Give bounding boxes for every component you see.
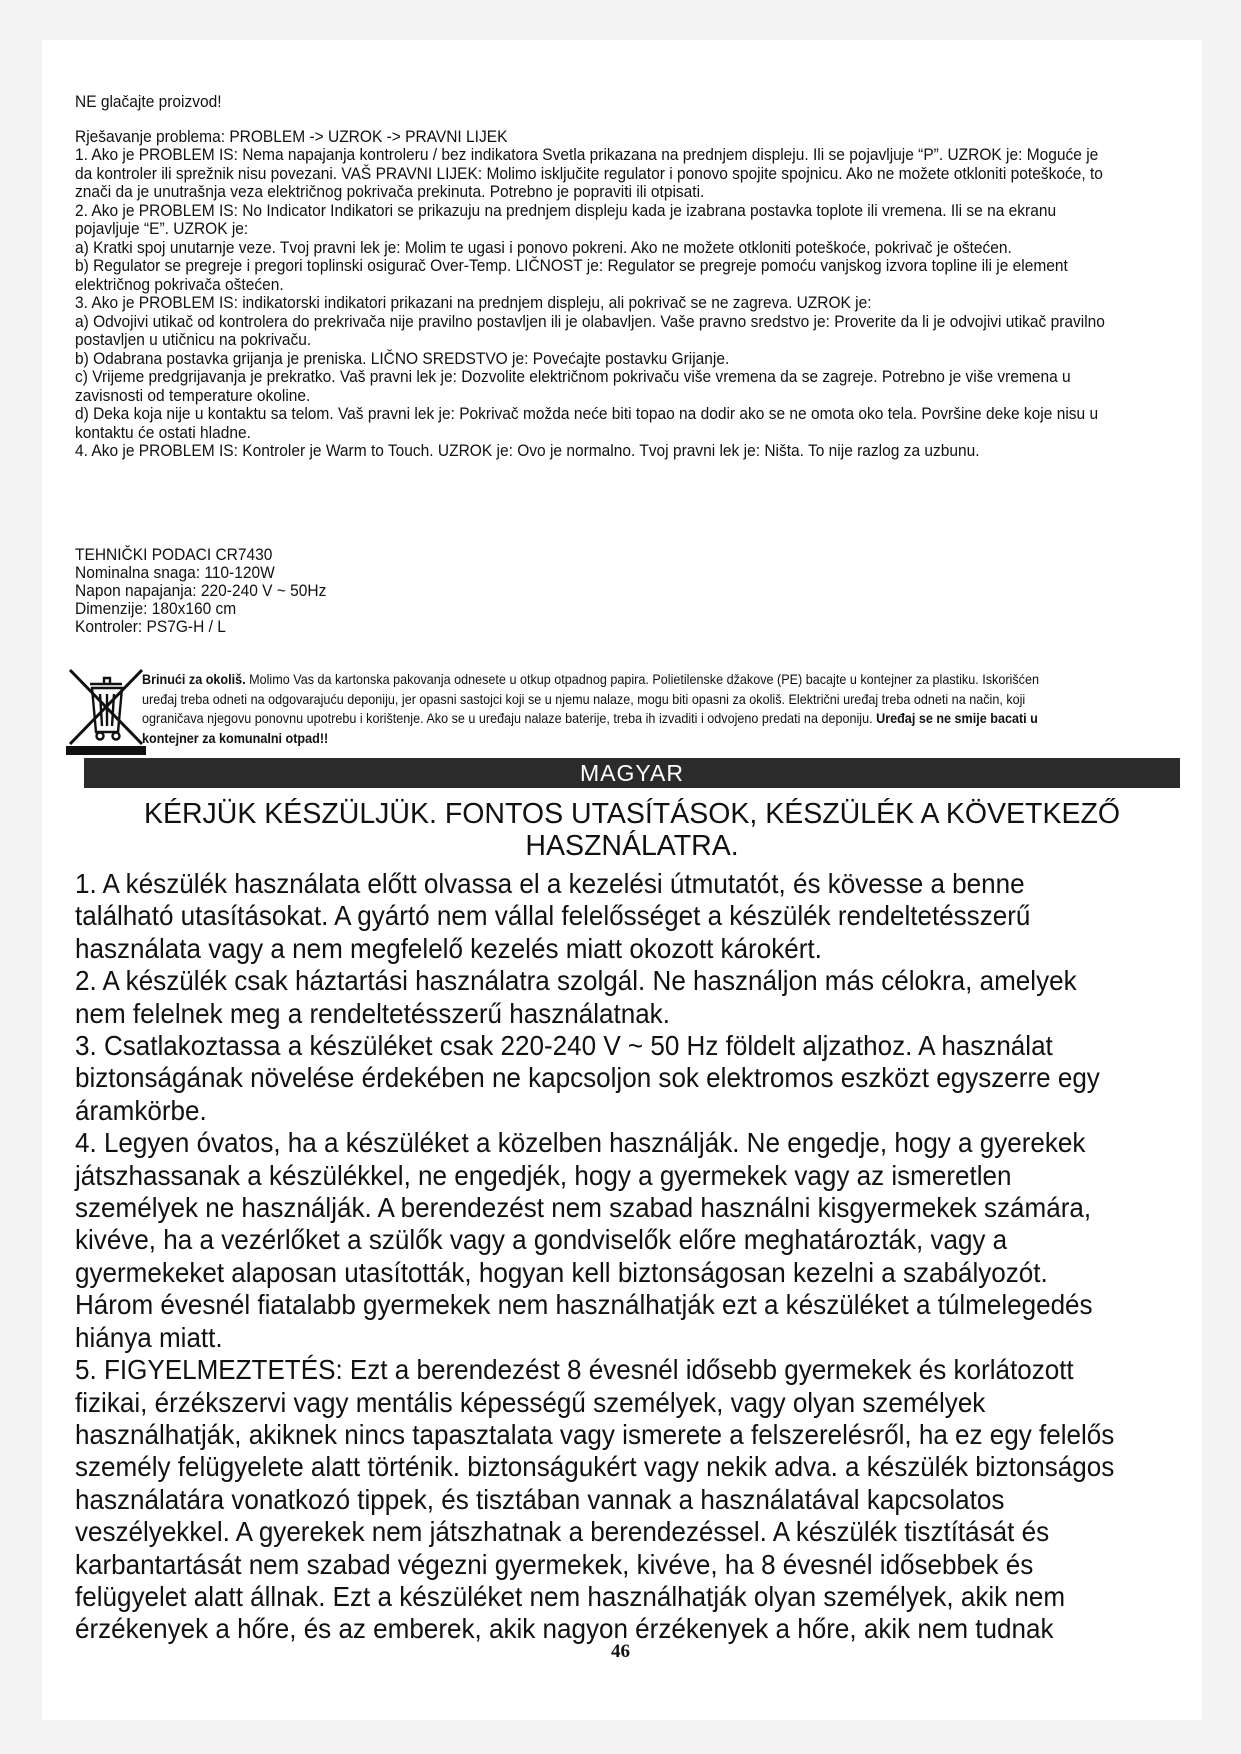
- spec-voltage: Napon napajanja: 220-240 V ~ 50Hz: [75, 582, 327, 600]
- instruction-item: 2. A készülék csak háztartási használatra szolgál. Ne használjon más célokra, amelyek nem felelnek meg a rendeltetésszerű használatnak.: [75, 965, 1077, 1029]
- spec-dimensions: Dimenzije: 180x160 cm: [75, 600, 237, 618]
- env-heading: Brinući za okoliš.: [142, 671, 246, 687]
- language-section-bar: MAGYAR: [84, 758, 1180, 788]
- hu-title: KÉRJÜK KÉSZÜLJÜK. FONTOS UTASÍTÁSOK, KÉSZÜLÉK A KÖVETKEZŐ HASZNÁLATRA.: [143, 798, 1121, 862]
- spec-power: Nominalna snaga: 110-120W: [75, 564, 275, 582]
- troubleshooting-item: a) Kratki spoj unutarnje veze. Tvoj pravni lek je: Molim te ugasi i ponovo pokreni. Ako ne možete otkloniti poteškoće, pokrivač je oštećen.: [75, 238, 1012, 257]
- instruction-item: 3. Csatlakoztassa a készüléket csak 220-240 V ~ 50 Hz földelt aljzathoz. A használat biztonságának növelése érdekében ne kapcsoljon sok elektromos eszközt egyszerre egy áramkörbe.: [75, 1030, 1100, 1126]
- hu-instructions: [75, 868, 1126, 1646]
- troubleshooting-item: d) Deka koja nije u kontaktu sa telom. Vaš pravni lek je: Pokrivač možda neće biti topao na dodir ako se ne omota oko tela. Površine deke koje nisu u kontaktu će ostati hladne.: [75, 405, 1099, 442]
- instruction-item: 5. FIGYELMEZTETÉS: Ezt a berendezést 8 évesnél idősebb gyermekek és korlátozott fizikai, érzékszervi vagy mentális képességű személyek, vagy olyan személyek használhatják, akiknek nincs tapasztalata vagy ismerete a felszerelésről, ha ez egy felelős személy felügyelete alatt történik. biztonságukért vagy nekik adva. a készülék biztonságos használatára vonatkozó tippek, és tisztában vannak a használatával kapcsolatos veszélyekkel. A gyerekek nem játszhatnak a berendezéssel. A készülék tisztítását és karbantartását nem szabad végezni gyermekek, kivéve, ha 8 évesnél idősebbek és felügyelet alatt állnak. Ezt a készüléket nem használhatják olyan személyek, akik nem érzékenyek a hőre, és az emberek, akik nagyon érzékenyek a hőre, akik nem tudnak: [75, 1354, 1115, 1645]
- env-text: Molimo Vas da kartonska pakovanja odnesete u otkup otpadnog papira. Polietilenske džakove (PE) bacajte u kontejner za plastiku. Iskorišćen uređaj treba odneti na odgovarajuću deponiju, jer opasni sastojci koji se u njemu nalaze, mogu biti opasni za okoliš. Električni uređaj treba odneti na način, koji ograničava njegovu ponovnu upotrebu i korištenje. Ako se u uređaju nalaze baterije, treba ih izvaditi i odvojeno predati na deponiju.: [142, 671, 1039, 726]
- troubleshooting-item: 1. Ako je PROBLEM IS: Nema napajanja kontroleru / bez indikatora Svetla prikazana na prednjem displeju. Ili se pojavljuje “P”. UZROK je: Moguće je da kontroler ili sprežnik nisu povezani. VAŠ PRAVNI LIJEK: Molimo isključite regulator i ponovo spojite spojnicu. Ako ne možete otkloniti poteškoće, to znači da je unutrašnja veza električnog pokrivača prekinuta. Potrebno je popraviti ili otpisati.: [75, 146, 1103, 201]
- troubleshooting-item: 3. Ako je PROBLEM IS: indikatorski indikatori prikazani na prednjem displeju, ali pokrivač se ne zagreva. UZROK je:: [75, 294, 872, 312]
- spec-controller: Kontroler: PS7G-H / L: [75, 618, 226, 636]
- hr-section: [75, 93, 1118, 461]
- env-warning: Uređaj se ne smije bacati u kontejner za komunalni otpad!!: [142, 710, 1038, 746]
- troubleshooting-item: c) Vrijeme predgrijavanja je prekratko. Vaš pravni lek je: Dozvolite električnom pokrivaču više vremena da se zagreje. Potrebno je više vremena u zavisnosti od temperature okoline.: [75, 368, 1071, 405]
- crossed-bin-icon: [60, 662, 152, 757]
- page-number: 46: [611, 1641, 630, 1662]
- troubleshooting-item: b) Regulator se pregreje i pregori toplinski osigurač Over-Temp. LIČNOST je: Regulator se pregreje pomoću vanjskog izvora topline ili je element električnog pokrivača oštećen.: [75, 257, 1068, 294]
- troubleshooting-item: 2. Ako je PROBLEM IS: No Indicator Indikatori se prikazuju na prednjem displeju kada je izabrana postavka toplote ili vremena. Ili se na ekranu pojavljuje “E”. UZROK je:: [75, 201, 1057, 238]
- technical-specs: [75, 546, 326, 636]
- environment-notice: [142, 670, 1074, 748]
- specs-heading: TEHNIČKI PODACI CR7430: [75, 546, 273, 564]
- troubleshooting-item: 4. Ako je PROBLEM IS: Kontroler je Warm to Touch. UZROK je: Ovo je normalno. Tvoj pravni lek je: Ništa. To nije razlog za uzbunu.: [75, 442, 980, 460]
- troubleshooting-item: a) Odvojivi utikač od kontrolera do prekrivača nije pravilno postavljen ili je olabavljen. Vaše pravno sredstvo je: Proverite da li je odvojivi utikač pravilno postavljen u utičnicu na pokrivaču.: [75, 312, 1105, 349]
- ironing-warning: NE glačajte proizvod!: [75, 93, 222, 111]
- troubleshooting-heading: Rješavanje problema: PROBLEM -> UZROK -> PRAVNI LIJEK: [75, 127, 508, 146]
- instruction-item: 4. Legyen óvatos, ha a készüléket a közelben használják. Ne engedje, hogy a gyerekek játszhassanak a készülékkel, ne engedjék, hogy a gyermekek vagy az ismeretlen személyek ne használják. A berendezést nem szabad használni kisgyermekek számára, kivéve, ha a vezérlőket a szülők vagy a gondviselők előre meghatározták, vagy a gyermekeket alaposan utasították, hogyan kell biztonságosan kezelni a szabályozót. Három évesnél fiatalabb gyermekek nem használhatják ezt a készüléket a túlmelegedés hiánya miatt.: [75, 1127, 1093, 1353]
- troubleshooting-item: b) Odabrana postavka grijanja je preniska. LIČNO SREDSTVO je: Povećajte postavku Grijanje.: [75, 349, 730, 368]
- instruction-item: 1. A készülék használata előtt olvassa el a kezelési útmutatót, és kövesse a benne található utasításokat. A gyártó nem vállal felelősséget a készülék rendeltetésszerű használata vagy a nem megfelelő kezelés miatt okozott károkért.: [75, 868, 1031, 964]
